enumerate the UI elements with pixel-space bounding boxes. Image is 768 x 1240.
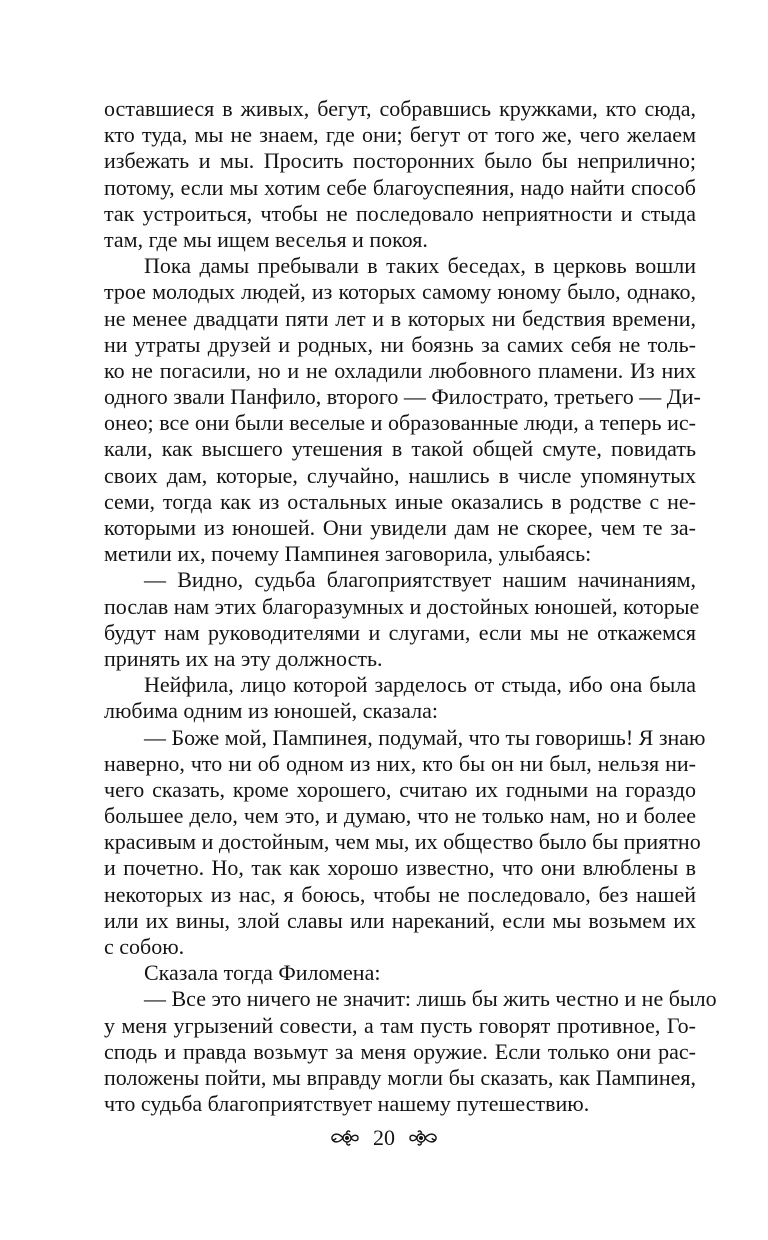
text-line: онео; все они были веселые и образованные люди, а теперь ис-: [104, 410, 696, 436]
text-line: кали, как высшего утешения в такой общей смуте, повидать: [104, 436, 696, 462]
text-line: ни утраты друзей и родных, ни боязнь за самих себя не толь-: [104, 331, 696, 357]
text-line: кто туда, мы не знаем, где они; бегут от того же, чего желаем: [104, 122, 696, 148]
text-line: избежать и мы. Просить посторонних было бы неприлично;: [104, 148, 696, 174]
text-line: наверно, что ни об одном из них, кто бы он ни был, нельзя ни-: [104, 750, 696, 776]
text-line: чего сказать, кроме хорошего, считаю их годными на гораздо: [104, 776, 696, 802]
text-line: — Все это ничего не значит: лишь бы жить честно и не было: [144, 986, 717, 1012]
text-line: сподь и правда возьмут за меня оружие. Если только они рас-: [104, 1038, 696, 1064]
text-line: там, где мы ищем веселья и покоя.: [104, 226, 428, 252]
text-line: ко не погасили, но и не охладили любовного пламени. Из них: [104, 357, 696, 383]
text-line: что судьба благоприятствует нашему путешествию.: [104, 1091, 590, 1117]
text-line: и почетно. Но, так как хорошо известно, что они влюблены в: [104, 855, 696, 881]
text-line: не менее двадцати пяти лет и в которых ни бедствия времени,: [104, 305, 696, 331]
text-line: с собою.: [104, 934, 185, 959]
text-line: будут нам руководителями и слугами, если мы не откажемся: [104, 619, 696, 645]
text-line: семи, тогда как из остальных иные оказались в родстве с не-: [104, 488, 696, 514]
text-line: своих дам, которые, случайно, нашлись в числе упомянутых: [104, 462, 696, 488]
text-line: — Боже мой, Пампинея, подумай, что ты говоришь! Я знаю: [144, 724, 706, 750]
text-line: потому, если мы хотим себе благоуспеяния, надо найти способ: [104, 174, 696, 200]
text-line: метили их, почему Пампинея заговорила, улыбаясь:: [104, 541, 592, 567]
page-number: 20: [373, 1125, 395, 1150]
text-line: — Видно, судьба благоприятствует нашим начинаниям,: [144, 567, 696, 593]
text-line: большее дело, чем это, и думаю, что не только нам, но и более: [104, 803, 696, 829]
text-line: Нейфила, лицо которой зарделось от стыда, ибо она была: [144, 672, 696, 698]
text-line: положены пойти, мы вправду могли бы сказать, как Пампинея,: [104, 1064, 696, 1090]
text-line: или их вины, злой славы или нареканий, если мы возьмем их: [104, 907, 696, 933]
text-line: некоторых из нас, я боюсь, чтобы не последовало, без нашей: [104, 881, 696, 907]
text-line: Пока дамы пребывали в таких беседах, в церковь вошли: [144, 253, 696, 279]
text-line: красивым и достойным, чем мы, их общество было бы приятно: [104, 829, 701, 855]
text-line: одного звали Панфило, второго — Филострато, третьего — Ди-: [104, 384, 701, 410]
text-line: так устроиться, чтобы не последовало неприятности и стыда: [104, 200, 696, 226]
page-footer: [0, 1122, 768, 1154]
text-line: трое молодых людей, из которых самому юному было, однако,: [104, 279, 696, 305]
floral-ornament-right-icon: [407, 1128, 441, 1148]
text-line: которыми из юношей. Они увидели дам не скорее, чем те за-: [104, 515, 696, 540]
page-body: [104, 96, 717, 1236]
text-line: принять их на эту должность.: [104, 645, 383, 671]
text-line: любима одним из юношей, сказала:: [104, 698, 438, 724]
text-line: послав нам этих благоразумных и достойных юношей, которые: [104, 593, 700, 619]
text-line: Сказала тогда Филомена:: [144, 960, 381, 986]
text-line: оставшиеся в живых, бегут, собравшись кружками, кто сюда,: [104, 96, 696, 121]
text-line: у меня угрызений совести, а там пусть говорят противное, Го-: [104, 1012, 696, 1038]
floral-ornament-left-icon: [327, 1128, 361, 1148]
